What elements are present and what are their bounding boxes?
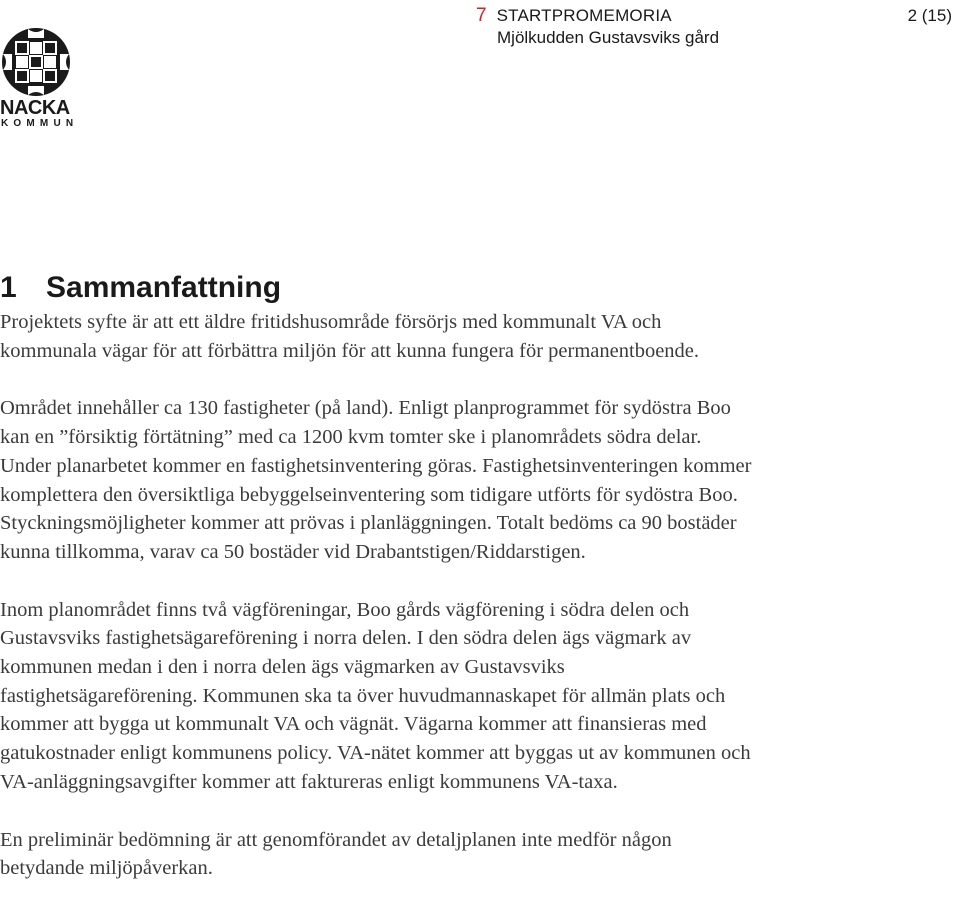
section-heading xyxy=(0,268,950,308)
header-title-line xyxy=(476,6,672,26)
document-body xyxy=(0,268,950,912)
logo-subtitle: KOMMUN xyxy=(1,118,79,129)
paragraph-line: kan en ”försiktig förtätning” med ca 1200 kvm tomter ske i planområdets södra delar. xyxy=(0,426,702,449)
paragraph-line: En preliminär bedömning är att genomförandet av detaljplanen inte medför någon xyxy=(0,828,672,851)
paragraph xyxy=(0,394,950,566)
paragraph-line: Gustavsviks fastighetsägareförening i norra delen. I den södra delen ägs vägmark av xyxy=(0,627,692,650)
paragraph-line: komplettera den översiktliga bebyggelseinventering som tidigare utförts för sydöstra Boo. xyxy=(0,483,738,506)
paragraph-line: Inom planområdet finns två vägföreningar, Boo gårds vägförening i södra delen och xyxy=(0,598,690,621)
paragraph-line: fastighetsägareförening. Kommunen ska ta över huvudmannaskapet för allmän plats och xyxy=(0,684,726,707)
paragraph-line: kunna tillkomma, varav ca 50 bostäder vid Drabantstigen/Riddarstigen. xyxy=(0,540,586,563)
paragraph-line: VA-anläggningsavgifter kommer att faktureras enligt kommunens VA-taxa. xyxy=(0,770,618,793)
paragraph xyxy=(0,826,950,883)
paragraph-line: gatukostnader enligt kommunens policy. VA-nätet kommer att byggas ut av kommunen och xyxy=(0,742,751,765)
page-header xyxy=(0,4,960,48)
nacka-crest-icon xyxy=(0,26,76,98)
document-number: 7 xyxy=(476,5,487,26)
paragraph xyxy=(0,596,950,797)
paragraph-line: kommunala vägar för att förbättra miljön för att kunna fungera för permanentboende. xyxy=(0,339,700,362)
paragraph-line: betydande miljöpåverkan. xyxy=(0,857,213,880)
page-number: 2 (15) xyxy=(907,6,952,25)
paragraph-line: Området innehåller ca 130 fastigheter (på land). Enligt planprogrammet för sydöstra Boo xyxy=(0,397,731,420)
logo-name: NACKA xyxy=(0,97,70,119)
section-title: Sammanfattning xyxy=(46,271,282,304)
paragraph-line: Under planarbetet kommer en fastighetsinventering göras. Fastighetsinventeringen kommer xyxy=(0,454,752,477)
paragraph-line: kommunen medan i den i norra delen ägs vägmarken av Gustavsviks xyxy=(0,656,565,679)
paragraph-line: Projektets syfte är att ett äldre fritidshusområde försörjs med kommunalt VA och xyxy=(0,311,662,333)
paragraph-line: kommer att bygga ut kommunalt VA och vägnät. Vägarna kommer att finansieras med xyxy=(0,713,707,736)
paragraph xyxy=(0,308,950,365)
section-number: 1 xyxy=(0,271,17,304)
nacka-kommun-logo xyxy=(0,26,79,130)
document-type: STARTPROMEMORIA xyxy=(496,6,672,25)
paragraph-line: Styckningsmöjligheter kommer att prövas i planläggningen. Totalt bedöms ca 90 bostäder xyxy=(0,512,737,535)
project-name: Mjölkudden Gustavsviks gård xyxy=(497,28,720,47)
